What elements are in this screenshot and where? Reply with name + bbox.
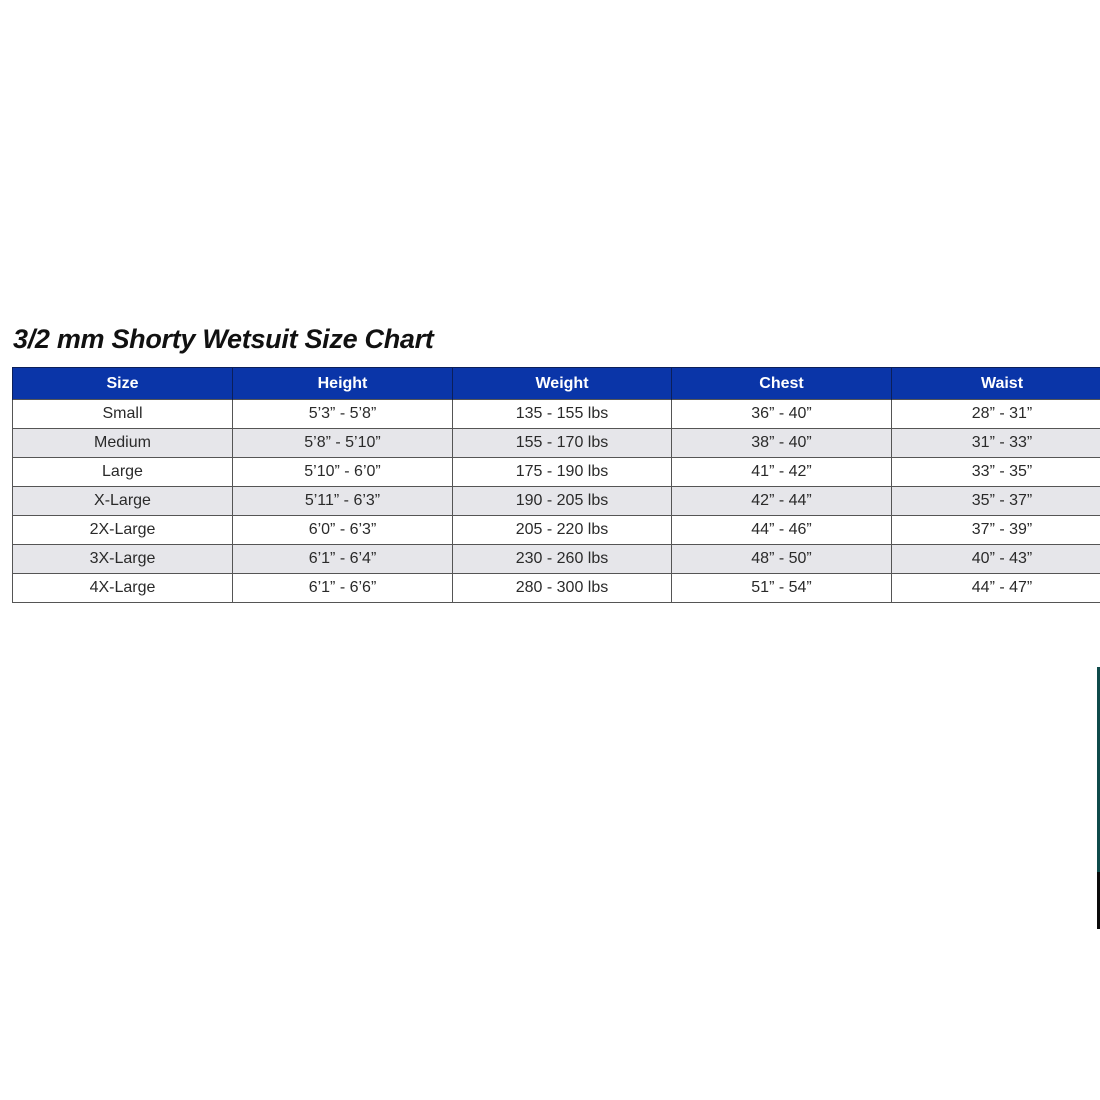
cell-chest: 48” - 50” [672,545,892,574]
cell-weight: 230 - 260 lbs [453,545,672,574]
header-size: Size [13,368,233,400]
cell-height: 5’8” - 5’10” [233,429,453,458]
cell-weight: 205 - 220 lbs [453,516,672,545]
cell-waist: 40” - 43” [892,545,1100,574]
table-row [13,574,1100,603]
cell-size: X-Large [13,487,233,516]
cell-weight: 155 - 170 lbs [453,429,672,458]
cell-weight: 135 - 155 lbs [453,400,672,429]
cell-size: 2X-Large [13,516,233,545]
cell-height: 6’0” - 6’3” [233,516,453,545]
cell-height: 5’10” - 6’0” [233,458,453,487]
cell-chest: 38” - 40” [672,429,892,458]
table-row [13,458,1100,487]
table-row [13,400,1100,429]
cell-size: 3X-Large [13,545,233,574]
header-height: Height [233,368,453,400]
table-row [13,429,1100,458]
header-chest: Chest [672,368,892,400]
chart-title: 3/2 mm Shorty Wetsuit Size Chart [13,324,434,354]
cell-waist: 31” - 33” [892,429,1100,458]
cell-weight: 190 - 205 lbs [453,487,672,516]
cell-height: 6’1” - 6’6” [233,574,453,603]
cell-waist: 37” - 39” [892,516,1100,545]
header-waist: Waist [892,368,1100,400]
cell-size: 4X-Large [13,574,233,603]
table-row [13,487,1100,516]
size-chart-table [12,367,1100,603]
cell-height: 5’3” - 5’8” [233,400,453,429]
table-row [13,545,1100,574]
table-row [13,516,1100,545]
cell-waist: 35” - 37” [892,487,1100,516]
cell-chest: 36” - 40” [672,400,892,429]
table-header-row [13,368,1100,400]
cell-waist: 28” - 31” [892,400,1100,429]
cell-height: 5’11” - 6’3” [233,487,453,516]
cell-size: Small [13,400,233,429]
cell-weight: 280 - 300 lbs [453,574,672,603]
cell-chest: 42” - 44” [672,487,892,516]
cell-size: Large [13,458,233,487]
cell-chest: 44” - 46” [672,516,892,545]
cell-size: Medium [13,429,233,458]
cell-height: 6’1” - 6’4” [233,545,453,574]
cell-waist: 33” - 35” [892,458,1100,487]
cell-chest: 51” - 54” [672,574,892,603]
header-weight: Weight [453,368,672,400]
cell-weight: 175 - 190 lbs [453,458,672,487]
cell-waist: 44” - 47” [892,574,1100,603]
cell-chest: 41” - 42” [672,458,892,487]
